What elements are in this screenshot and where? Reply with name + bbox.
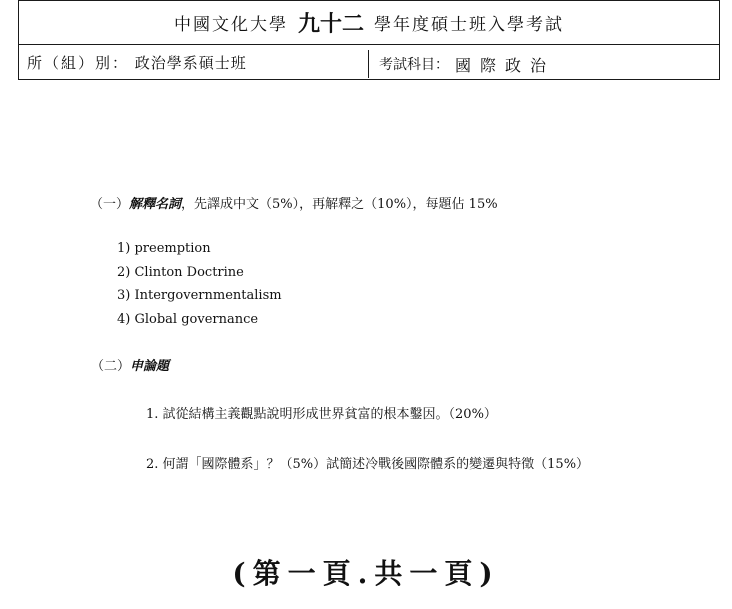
- subject-label: 考試科目：: [379, 57, 449, 73]
- section-1-heading: [90, 193, 498, 212]
- exam-info-row: [19, 45, 719, 79]
- academic-year: 九十二: [297, 12, 364, 37]
- term-item: 3) Intergovernmentalism: [117, 288, 282, 303]
- exam-title: [19, 1, 719, 45]
- essay-question-1: 1. 試從結構主義觀點說明形成世界貧富的根本鑿因。（20%）: [146, 407, 497, 422]
- term-item: 2) Clinton Doctrine: [117, 264, 244, 280]
- section-1-number: （一）: [90, 197, 130, 212]
- exam-subject: [368, 50, 555, 78]
- department-value: 政治學系碩士班: [134, 54, 247, 72]
- term-item: 1) preemption: [117, 241, 211, 256]
- section-1-title: 解釋名詞: [129, 197, 182, 212]
- title-university: 中國文化大學: [173, 15, 288, 35]
- section-2-heading: [91, 355, 169, 374]
- department-label: 所（組）別：: [27, 54, 130, 72]
- term-list: [117, 237, 282, 331]
- department: [27, 52, 247, 73]
- title-exam: 學年度碩士班入學考試: [374, 15, 564, 35]
- section-2-number: （二）: [91, 359, 131, 374]
- section-1-instruction: ，先譯成中文（5%），再解釋之（10%），每題佔 15%: [181, 197, 498, 212]
- essay-question-2: 2. 何謂「國際體系」？（5%）試簡述冷戰後國際體系的變遷與特徵（15%）: [146, 457, 590, 472]
- subject-value: 國際政治: [455, 55, 556, 75]
- exam-header: [18, 0, 720, 80]
- section-2-title: 申論題: [130, 359, 170, 374]
- page-number: (第一頁.共一頁): [232, 557, 500, 590]
- term-item: 4) Global governance: [117, 311, 259, 327]
